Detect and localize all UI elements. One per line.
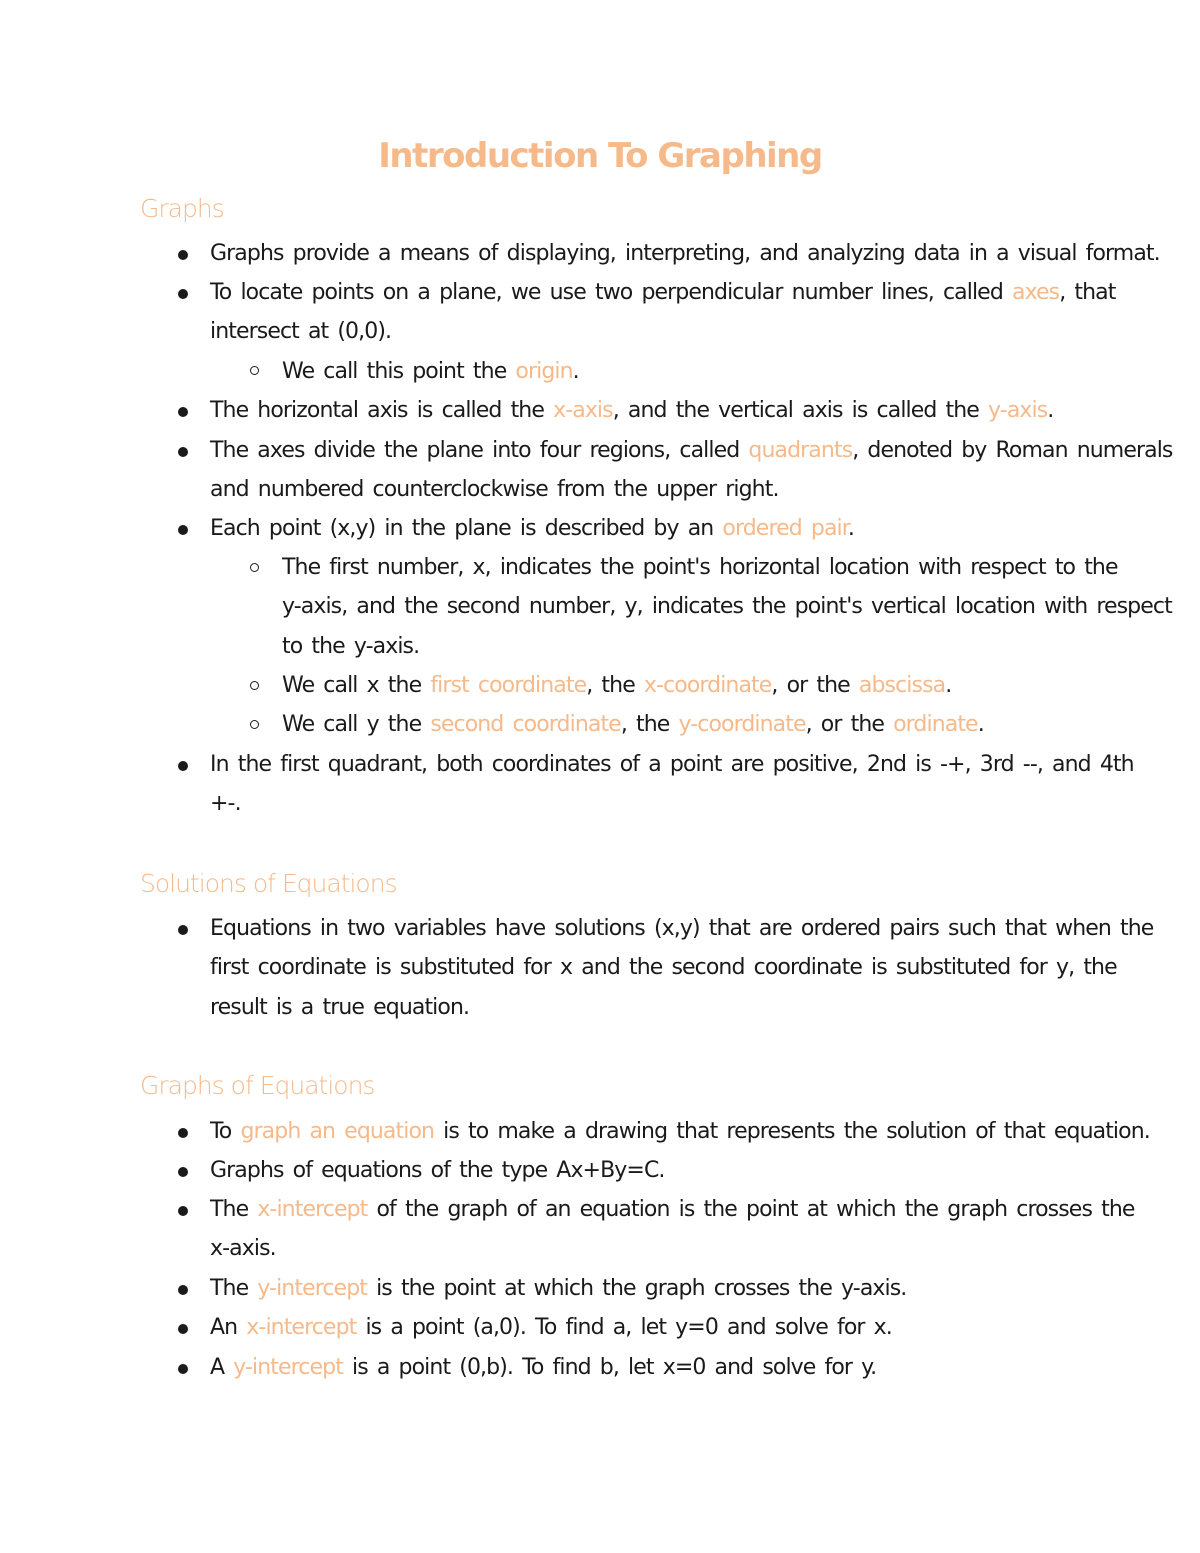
list-item-continuation: intersect at (0,0).: [210, 319, 392, 344]
list-item: To graph an equation is to make a drawing that represents the solution of that equation.: [210, 1119, 1150, 1144]
list-item-continuation: +-.: [210, 791, 241, 816]
term-y-intercept: y-intercept: [257, 1276, 367, 1301]
sub-bullet-icon: [250, 366, 259, 375]
list-item: Each point (x,y) in the plane is described by an ordered pair.: [210, 516, 854, 541]
bullet-icon: [178, 1364, 188, 1374]
bullet-icon: [178, 250, 188, 260]
list-item: Graphs provide a means of displaying, interpreting, and analyzing data in a visual format.: [210, 241, 1160, 266]
page-title: Introduction To Graphing: [378, 136, 822, 176]
sub-list-item: We call x the first coordinate, the x-coordinate, or the abscissa.: [282, 673, 952, 698]
section-heading-graphs: Graphs: [140, 194, 224, 223]
sub-list-item: We call this point the origin.: [282, 359, 579, 384]
term-origin: origin: [515, 359, 573, 384]
bullet-icon: [178, 1128, 188, 1138]
sub-list-item-continuation: to the y-axis.: [282, 634, 420, 659]
list-item: Graphs of equations of the type Ax+By=C.: [210, 1158, 665, 1183]
term-y-coordinate: y-coordinate: [678, 712, 806, 737]
term-quadrants: quadrants: [748, 438, 853, 463]
term-axes: axes: [1011, 280, 1060, 305]
bullet-icon: [178, 1285, 188, 1295]
list-item-continuation: x-axis.: [210, 1236, 276, 1261]
bullet-icon: [178, 289, 188, 299]
term-y-intercept: y-intercept: [233, 1355, 343, 1380]
list-item: A y-intercept is a point (0,b). To find b, let x=0 and solve for y.: [210, 1355, 877, 1380]
section-heading-graphs-of-equations: Graphs of Equations: [140, 1071, 375, 1100]
sub-list-item: We call y the second coordinate, the y-coordinate, or the ordinate.: [282, 712, 984, 737]
term-first-coordinate: first coordinate: [430, 673, 587, 698]
list-item: The x-intercept of the graph of an equation is the point at which the graph crosses the: [210, 1197, 1135, 1222]
term-abscissa: abscissa: [858, 673, 946, 698]
list-item: The horizontal axis is called the x-axis, and the vertical axis is called the y-axis.: [210, 398, 1054, 423]
list-item: The y-intercept is the point at which the graph crosses the y-axis.: [210, 1276, 907, 1301]
term-graph-an-equation: graph an equation: [240, 1119, 435, 1144]
term-x-intercept: x-intercept: [257, 1197, 368, 1222]
list-item: Equations in two variables have solutions (x,y) that are ordered pairs such that when the: [210, 916, 1154, 941]
term-ordinate: ordinate: [893, 712, 978, 737]
bullet-icon: [178, 447, 188, 457]
sub-bullet-icon: [250, 681, 259, 690]
term-x-intercept: x-intercept: [246, 1315, 357, 1340]
sub-list-item-continuation: y-axis, and the second number, y, indicates the point's vertical location with respect: [282, 594, 1172, 619]
list-item-continuation: first coordinate is substituted for x and the second coordinate is substituted for y, the: [210, 955, 1117, 980]
term-y-axis: y-axis: [988, 398, 1048, 423]
bullet-icon: [178, 1167, 188, 1177]
bullet-icon: [178, 407, 188, 417]
list-item: An x-intercept is a point (a,0). To find a, let y=0 and solve for x.: [210, 1315, 892, 1340]
bullet-icon: [178, 1206, 188, 1216]
list-item: The axes divide the plane into four regions, called quadrants, denoted by Roman numerals: [210, 438, 1173, 463]
bullet-icon: [178, 525, 188, 535]
term-ordered-pair: ordered pair: [722, 516, 848, 541]
list-item-continuation: and numbered counterclockwise from the upper right.: [210, 477, 779, 502]
term-second-coordinate: second coordinate: [430, 712, 621, 737]
term-x-coordinate: x-coordinate: [643, 673, 772, 698]
section-heading-solutions: Solutions of Equations: [140, 869, 397, 898]
term-x-axis: x-axis: [553, 398, 613, 423]
bullet-icon: [178, 761, 188, 771]
list-item-continuation: result is a true equation.: [210, 995, 470, 1020]
bullet-icon: [178, 1324, 188, 1334]
list-item: To locate points on a plane, we use two perpendicular number lines, called axes, that: [210, 280, 1116, 305]
sub-bullet-icon: [250, 563, 259, 572]
bullet-icon: [178, 925, 188, 935]
sub-bullet-icon: [250, 720, 259, 729]
list-item: In the first quadrant, both coordinates of a point are positive, 2nd is -+, 3rd --, and 4th: [210, 752, 1134, 777]
sub-list-item: The first number, x, indicates the point's horizontal location with respect to the: [282, 555, 1118, 580]
